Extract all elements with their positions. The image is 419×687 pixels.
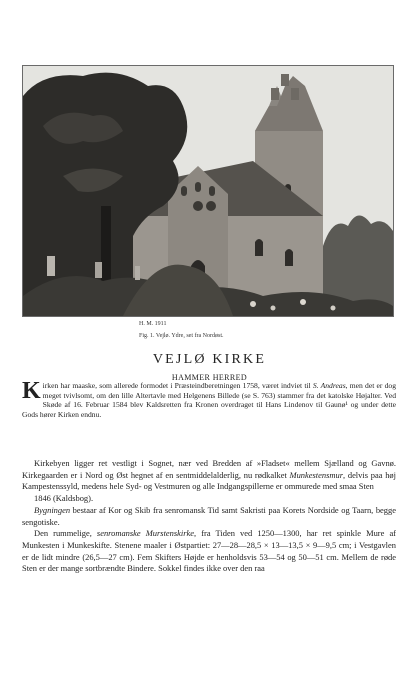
p3-text-b: , fra Tiden ved 1250—1300, har ret spinkle Mure af Munkesten i Munkeskifte. Stenene maaler i Østpartiet: 27—28—28,5 × 13—13,5 × 9—9,5 cm; i Vestgavlen er de lidt mindre (26,5—27 cm). Fem Skifters Højde er henholdsvis 53—54 og 50—51 cm. Mellem de røde Sten er der mange sortbrændte Bindere. Sokkel findes ikke over den raa — [22, 528, 396, 574]
page-subtitle: HAMMER HERRED — [171, 373, 248, 382]
photo-credit: H. M. 1911 — [139, 321, 167, 327]
page-title: VEJLØ KIRKE — [152, 352, 267, 367]
intro-text-2: , men det er dog meget tvivlsomt, om den lille Altertavle med Helgenens Billede (se S. 763) stammer fra det katolske Højalter. Ved Skøde af 16. Februar 1584 blev Kaldsretten fra Kronen overdraget til Hans Lindenov til Gaunø¹ og under dette Gods hører Kirken endnu. — [22, 381, 396, 419]
drop-cap: K — [22, 378, 41, 404]
body-text — [22, 458, 396, 575]
p2-text: bestaar af Kor og Skib fra senromansk Tid samt Sakristi paa Korets Nordside og Taarn, begge sengotiske. — [22, 504, 396, 527]
paragraph-murstenskirke — [22, 528, 396, 575]
paragraph-kirkebyen — [22, 458, 396, 505]
p2-emphasis: Bygningen — [34, 504, 71, 515]
church-illustration — [23, 66, 393, 316]
p1-emphasis: Munkestensmur — [289, 469, 343, 480]
p3-text-a: Den rummelige, — [34, 528, 97, 539]
p3-emphasis: senromanske Murstenskirke — [96, 528, 195, 539]
intro-text-1: irken har maaske, som allerede formodet i Præsteindberetningen 1758, været indviet til — [42, 381, 313, 390]
p1-text-a: Kirkebyen ligger ret vestligt i Sognet, nær ved Bredden af »Fladset« mellem Sjælland og Gavnø. Kirkegaarden er i Nord og Øst hegnet af en sentmiddelalderlig, nu rødkalket — [22, 458, 396, 480]
intro-paragraph — [22, 378, 396, 419]
p1-text-b: , delvis paa høj Kampestenssyld, medens hele Syd- og Vestmuren og alle Indgangspillerne er ommurede med smaa Sten — [22, 469, 396, 492]
figure-caption: Fig. 1. Vejlø. Ydre, set fra Nordøst. — [139, 333, 224, 339]
church-photograph — [22, 65, 394, 317]
p1-text-c: 1846 (Kaldsbog). — [34, 493, 94, 504]
paragraph-bygningen — [22, 505, 396, 528]
intro-saint: S. Andreas — [312, 381, 346, 390]
